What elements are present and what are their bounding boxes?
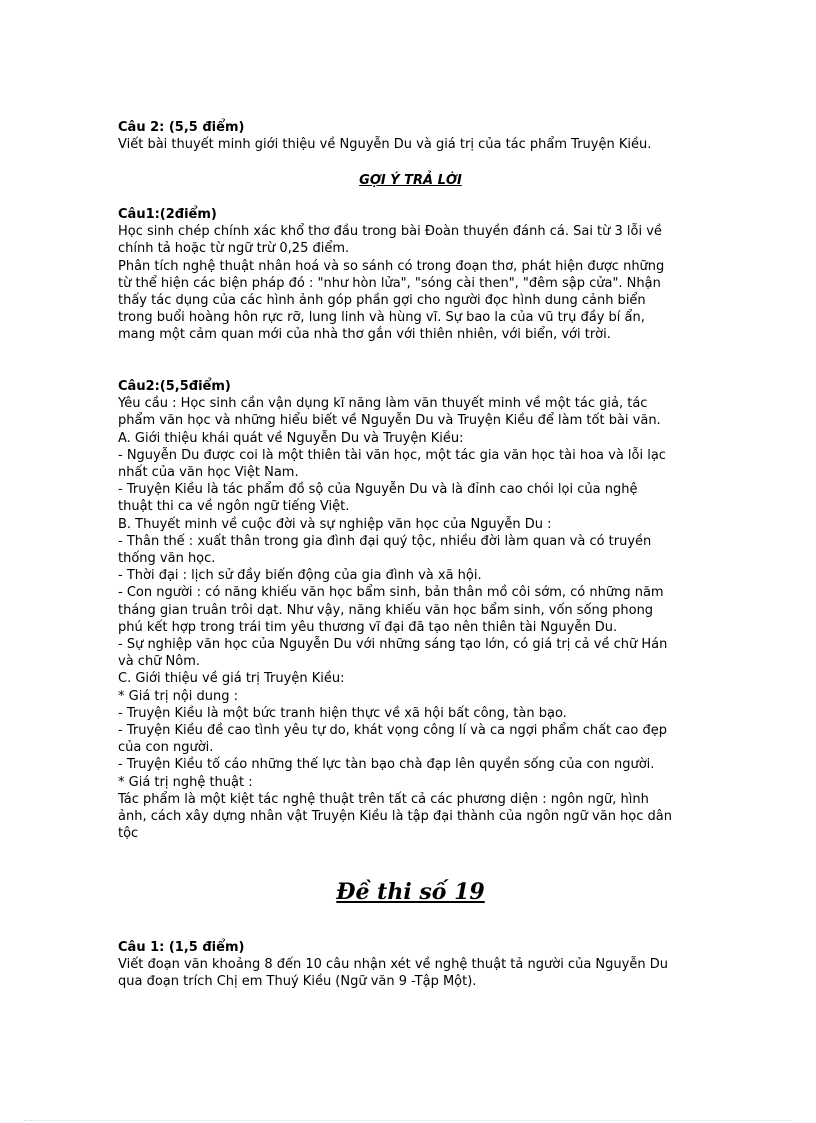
answer-2-line: thuật thi ca về ngôn ngữ tiếng Việt.: [118, 499, 350, 515]
exam-title: Đề thi số 19: [336, 879, 485, 905]
answer-2-line: - Truyện Kiều tố cáo những thế lực tàn bạo chà đạp lên quyền sống của con người.: [118, 757, 655, 773]
answer-1-line: thấy tác dụng của các hình ảnh góp phần gợi cho người đọc hình dung cảnh biển: [118, 293, 646, 309]
answer-2-line: - Truyện Kiều đề cao tình yêu tự do, khát vọng công lí và ca ngợi phẩm chất cao đẹp: [118, 723, 667, 739]
answer-guide-title: GỢI Ý TRẢ LỜI: [359, 173, 462, 188]
answer-2-line: - Thân thế : xuất thân trong gia đình đại quý tộc, nhiều đời làm quan và có truyền: [118, 533, 652, 549]
question-2-section: [118, 119, 703, 153]
answer-2-line: C. Giới thiệu về giá trị Truyện Kiều:: [118, 671, 345, 687]
page-bottom-divider: [24, 1120, 792, 1121]
answer-2-line: tộc: [118, 826, 139, 842]
answer-2-line: - Truyện Kiều là một bức tranh hiện thực về xã hội bất công, tàn bạo.: [118, 705, 567, 721]
answer-2-line: * Giá trị nghệ thuật :: [118, 774, 253, 790]
exam-question-1-heading: Câu 1: (1,5 điểm): [118, 940, 245, 955]
answer-2-line: của con người.: [118, 740, 214, 756]
answer-2-line: phú kết hợp trong trái tim yêu thương vĩ đại đã tạo nên thiên tài Nguyễn Du.: [118, 619, 618, 635]
answer-2-line: A. Giới thiệu khái quát về Nguyễn Du và Truyện Kiều:: [118, 430, 464, 446]
answer-2-line: Tác phẩm là một kiệt tác nghệ thuật trên tất cả các phương diện : ngôn ngữ, hình: [118, 791, 649, 807]
exam-question-1-line: Viết đoạn văn khoảng 8 đến 10 câu nhận xét về nghệ thuật tả người của Nguyễn Du: [118, 957, 668, 973]
question-2-text: Viết bài thuyết minh giới thiệu về Nguyễn Du và giá trị của tác phẩm Truyện Kiều.: [118, 137, 652, 153]
answer-2-line: nhất của văn học Việt Nam.: [118, 465, 299, 481]
answer-1-section: [118, 206, 703, 344]
answer-1-line: từ thể hiện các biện pháp đó : "như hòn lửa", "sóng cài then", "đêm sập cửa". Nhận: [118, 275, 661, 291]
answer-2-line: - Truyện Kiều là tác phẩm đồ sộ của Nguyễn Du và là đỉnh cao chói lọi của nghệ: [118, 482, 638, 498]
answer-2-line: - Con người : có năng khiếu văn học bẩm sinh, bản thân mồ côi sớm, có những năm: [118, 585, 664, 601]
exam-question-1-section: [118, 939, 703, 991]
answer-2-line: thống văn học.: [118, 551, 216, 567]
answer-2-heading: Câu2:(5,5điểm): [118, 379, 231, 394]
answer-2-line: tháng gian truân trôi dạt. Như vậy, năng khiếu văn học bẩm sinh, vốn sống phong: [118, 602, 654, 618]
exam-question-1-line: qua đoạn trích Chị em Thuý Kiều (Ngữ văn 9 -Tập Một).: [118, 974, 477, 990]
answer-2-line: phẩm văn học và những hiểu biết về Nguyễn Du và Truyện Kiều để làm tốt bài văn.: [118, 413, 661, 429]
answer-2-line: - Nguyễn Du được coi là một thiên tài văn học, một tác gia văn học tài hoa và lỗi lạc: [118, 447, 666, 463]
answer-1-heading: Câu1:(2điểm): [118, 207, 217, 222]
answer-1-line: trong buổi hoàng hôn rực rỡ, lung linh và hùng vĩ. Sự bao la của vũ trụ đầy bí ẩn,: [118, 310, 645, 326]
answer-2-section: [118, 378, 703, 842]
answer-2-line: và chữ Nôm.: [118, 654, 201, 670]
answer-2-line: - Thời đại : lịch sử đầy biến động của gia đình và xã hội.: [118, 568, 482, 584]
answer-1-line: Phân tích nghệ thuật nhân hoá và so sánh có trong đoạn thơ, phát hiện được những: [118, 258, 665, 274]
answer-1-line: chính tả hoặc từ ngữ trừ 0,25 điểm.: [118, 241, 350, 257]
answer-2-line: - Sự nghiệp văn học của Nguyễn Du với những sáng tạo lớn, có giá trị cả về chữ Hán: [118, 637, 668, 653]
answer-1-line: mang một cảm quan mới của nhà thơ gắn với thiên nhiên, với biển, với trời.: [118, 327, 611, 343]
answer-2-line: Yêu cầu : Học sinh cần vận dụng kĩ năng làm văn thuyết minh về một tác giả, tác: [118, 396, 648, 412]
answer-2-line: B. Thuyết minh về cuộc đời và sự nghiệp văn học của Nguyễn Du :: [118, 516, 552, 532]
answer-2-line: * Giá trị nội dung :: [118, 688, 239, 704]
answer-1-line: Học sinh chép chính xác khổ thơ đầu trong bài Đoàn thuyền đánh cá. Sai từ 3 lỗi về: [118, 224, 662, 240]
question-2-heading: Câu 2: (5,5 điểm): [118, 120, 245, 135]
answer-2-line: ảnh, cách xây dựng nhân vật Truyện Kiều là tập đại thành của ngôn ngữ văn học dân: [118, 809, 672, 825]
